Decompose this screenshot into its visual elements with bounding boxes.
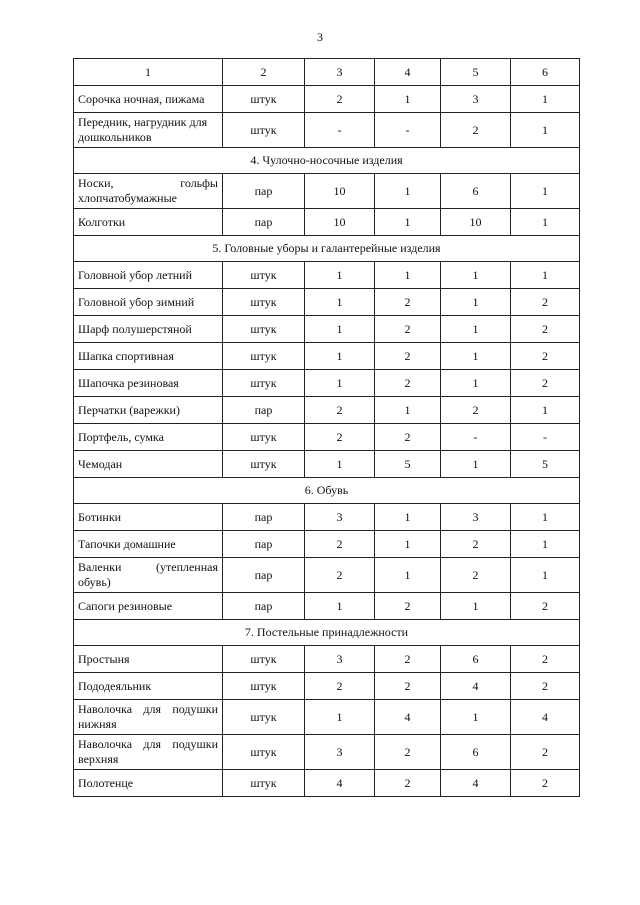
value-col4: 2 xyxy=(375,735,441,770)
value-col5: 1 xyxy=(441,289,511,316)
item-unit: штук xyxy=(223,289,305,316)
table-row xyxy=(74,531,580,558)
item-name: Ботинки xyxy=(74,504,223,531)
value-col3: 3 xyxy=(305,735,375,770)
value-col3: 2 xyxy=(305,673,375,700)
value-col4: 4 xyxy=(375,700,441,735)
value-col4: - xyxy=(375,113,441,148)
table-row xyxy=(74,504,580,531)
item-name: Шапка спортивная xyxy=(74,343,223,370)
value-col6: 2 xyxy=(511,593,580,620)
item-unit: пар xyxy=(223,397,305,424)
value-col3: 2 xyxy=(305,558,375,593)
value-col4: 1 xyxy=(375,504,441,531)
value-col5: 1 xyxy=(441,370,511,397)
value-col5: 6 xyxy=(441,735,511,770)
value-col4: 2 xyxy=(375,316,441,343)
value-col3: 3 xyxy=(305,504,375,531)
section-header-row xyxy=(74,148,580,174)
item-name: Головной убор летний xyxy=(74,262,223,289)
value-col3: 3 xyxy=(305,646,375,673)
value-col5: 1 xyxy=(441,316,511,343)
value-col3: 4 xyxy=(305,770,375,797)
value-col5: 1 xyxy=(441,262,511,289)
column-header: 2 xyxy=(223,59,305,86)
value-col4: 2 xyxy=(375,673,441,700)
value-col4: 1 xyxy=(375,174,441,209)
value-col6: 1 xyxy=(511,174,580,209)
item-unit: пар xyxy=(223,504,305,531)
value-col5: 2 xyxy=(441,531,511,558)
value-col4: 1 xyxy=(375,531,441,558)
value-col6: 2 xyxy=(511,370,580,397)
value-col5: 3 xyxy=(441,504,511,531)
value-col4: 5 xyxy=(375,451,441,478)
item-name: Пододеяльник xyxy=(74,673,223,700)
table-row xyxy=(74,113,580,148)
item-name: Колготки xyxy=(74,209,223,236)
item-unit: штук xyxy=(223,316,305,343)
table-row xyxy=(74,558,580,593)
item-unit: штук xyxy=(223,262,305,289)
value-col6: 1 xyxy=(511,113,580,148)
item-name: Головной убор зимний xyxy=(74,289,223,316)
item-name: Перчатки (варежки) xyxy=(74,397,223,424)
value-col5: 1 xyxy=(441,700,511,735)
item-unit: штук xyxy=(223,86,305,113)
table-row xyxy=(74,209,580,236)
table-row xyxy=(74,86,580,113)
value-col6: 1 xyxy=(511,558,580,593)
value-col6: 1 xyxy=(511,504,580,531)
value-col3: 1 xyxy=(305,451,375,478)
value-col4: 1 xyxy=(375,558,441,593)
item-unit: пар xyxy=(223,558,305,593)
item-unit: штук xyxy=(223,700,305,735)
norms-table xyxy=(73,58,580,797)
value-col6: 2 xyxy=(511,770,580,797)
value-col4: 2 xyxy=(375,593,441,620)
value-col4: 2 xyxy=(375,770,441,797)
item-unit: штук xyxy=(223,451,305,478)
value-col4: 2 xyxy=(375,646,441,673)
section-title: 6. Обувь xyxy=(74,478,580,504)
section-title: 4. Чулочно-носочные изделия xyxy=(74,148,580,174)
value-col3: 10 xyxy=(305,174,375,209)
value-col5: 10 xyxy=(441,209,511,236)
table-row xyxy=(74,262,580,289)
item-unit: штук xyxy=(223,113,305,148)
item-unit: штук xyxy=(223,673,305,700)
section-header-row xyxy=(74,620,580,646)
value-col4: 1 xyxy=(375,397,441,424)
table-row xyxy=(74,451,580,478)
item-name: Валенки (утепленная обувь) xyxy=(74,558,223,593)
item-name: Тапочки домашние xyxy=(74,531,223,558)
item-unit: штук xyxy=(223,424,305,451)
column-header: 5 xyxy=(441,59,511,86)
value-col3: - xyxy=(305,113,375,148)
value-col3: 1 xyxy=(305,370,375,397)
item-name: Наволочка для подушки нижняя xyxy=(74,700,223,735)
value-col5: 3 xyxy=(441,86,511,113)
value-col5: 6 xyxy=(441,174,511,209)
table-row xyxy=(74,770,580,797)
section-header-row xyxy=(74,478,580,504)
value-col5: 6 xyxy=(441,646,511,673)
item-name: Наволочка для подушки верхняя xyxy=(74,735,223,770)
value-col6: 1 xyxy=(511,531,580,558)
value-col3: 2 xyxy=(305,531,375,558)
value-col4: 1 xyxy=(375,86,441,113)
value-col4: 2 xyxy=(375,424,441,451)
value-col6: 1 xyxy=(511,262,580,289)
item-unit: штук xyxy=(223,343,305,370)
value-col3: 1 xyxy=(305,700,375,735)
item-unit: пар xyxy=(223,174,305,209)
value-col4: 2 xyxy=(375,370,441,397)
value-col4: 1 xyxy=(375,262,441,289)
item-unit: штук xyxy=(223,735,305,770)
value-col6: 5 xyxy=(511,451,580,478)
value-col3: 2 xyxy=(305,397,375,424)
item-name: Носки, гольфы хлопчатобумажные xyxy=(74,174,223,209)
item-name: Сорочка ночная, пижама xyxy=(74,86,223,113)
column-header: 4 xyxy=(375,59,441,86)
value-col6: 4 xyxy=(511,700,580,735)
value-col5: 1 xyxy=(441,593,511,620)
value-col3: 2 xyxy=(305,424,375,451)
table-row xyxy=(74,289,580,316)
table-row xyxy=(74,316,580,343)
table-row xyxy=(74,343,580,370)
table-row xyxy=(74,424,580,451)
value-col5: 2 xyxy=(441,397,511,424)
item-name: Чемодан xyxy=(74,451,223,478)
value-col3: 10 xyxy=(305,209,375,236)
item-name: Шарф полушерстяной xyxy=(74,316,223,343)
page-number: 3 xyxy=(317,30,323,44)
item-name: Полотенце xyxy=(74,770,223,797)
item-unit: штук xyxy=(223,646,305,673)
item-unit: штук xyxy=(223,370,305,397)
value-col6: 1 xyxy=(511,397,580,424)
table-row xyxy=(74,735,580,770)
column-header: 3 xyxy=(305,59,375,86)
value-col4: 2 xyxy=(375,289,441,316)
table-row xyxy=(74,174,580,209)
column-header: 1 xyxy=(74,59,223,86)
item-unit: пар xyxy=(223,531,305,558)
value-col3: 1 xyxy=(305,262,375,289)
value-col5: 4 xyxy=(441,770,511,797)
value-col5: 2 xyxy=(441,558,511,593)
value-col3: 1 xyxy=(305,316,375,343)
table-row xyxy=(74,370,580,397)
value-col3: 1 xyxy=(305,593,375,620)
value-col4: 2 xyxy=(375,343,441,370)
table-row xyxy=(74,646,580,673)
value-col5: 1 xyxy=(441,451,511,478)
value-col6: - xyxy=(511,424,580,451)
item-name: Простыня xyxy=(74,646,223,673)
section-title: 5. Головные уборы и галантерейные изделия xyxy=(74,236,580,262)
value-col4: 1 xyxy=(375,209,441,236)
item-unit: пар xyxy=(223,209,305,236)
value-col3: 1 xyxy=(305,289,375,316)
value-col3: 1 xyxy=(305,343,375,370)
value-col5: 4 xyxy=(441,673,511,700)
section-title: 7. Постельные принадлежности xyxy=(74,620,580,646)
value-col5: 2 xyxy=(441,113,511,148)
value-col6: 2 xyxy=(511,673,580,700)
table-row xyxy=(74,397,580,424)
item-name: Передник, нагрудник для дошкольников xyxy=(74,113,223,148)
table-row xyxy=(74,593,580,620)
value-col5: - xyxy=(441,424,511,451)
item-name: Шапочка резиновая xyxy=(74,370,223,397)
value-col3: 2 xyxy=(305,86,375,113)
value-col6: 2 xyxy=(511,343,580,370)
value-col6: 1 xyxy=(511,86,580,113)
column-header: 6 xyxy=(511,59,580,86)
table-row xyxy=(74,673,580,700)
value-col6: 2 xyxy=(511,646,580,673)
item-name: Сапоги резиновые xyxy=(74,593,223,620)
table-row xyxy=(74,700,580,735)
value-col6: 2 xyxy=(511,735,580,770)
value-col6: 1 xyxy=(511,209,580,236)
item-name: Портфель, сумка xyxy=(74,424,223,451)
item-unit: штук xyxy=(223,770,305,797)
value-col6: 2 xyxy=(511,316,580,343)
column-numbers-row xyxy=(74,59,580,86)
value-col6: 2 xyxy=(511,289,580,316)
value-col5: 1 xyxy=(441,343,511,370)
item-unit: пар xyxy=(223,593,305,620)
section-header-row xyxy=(74,236,580,262)
